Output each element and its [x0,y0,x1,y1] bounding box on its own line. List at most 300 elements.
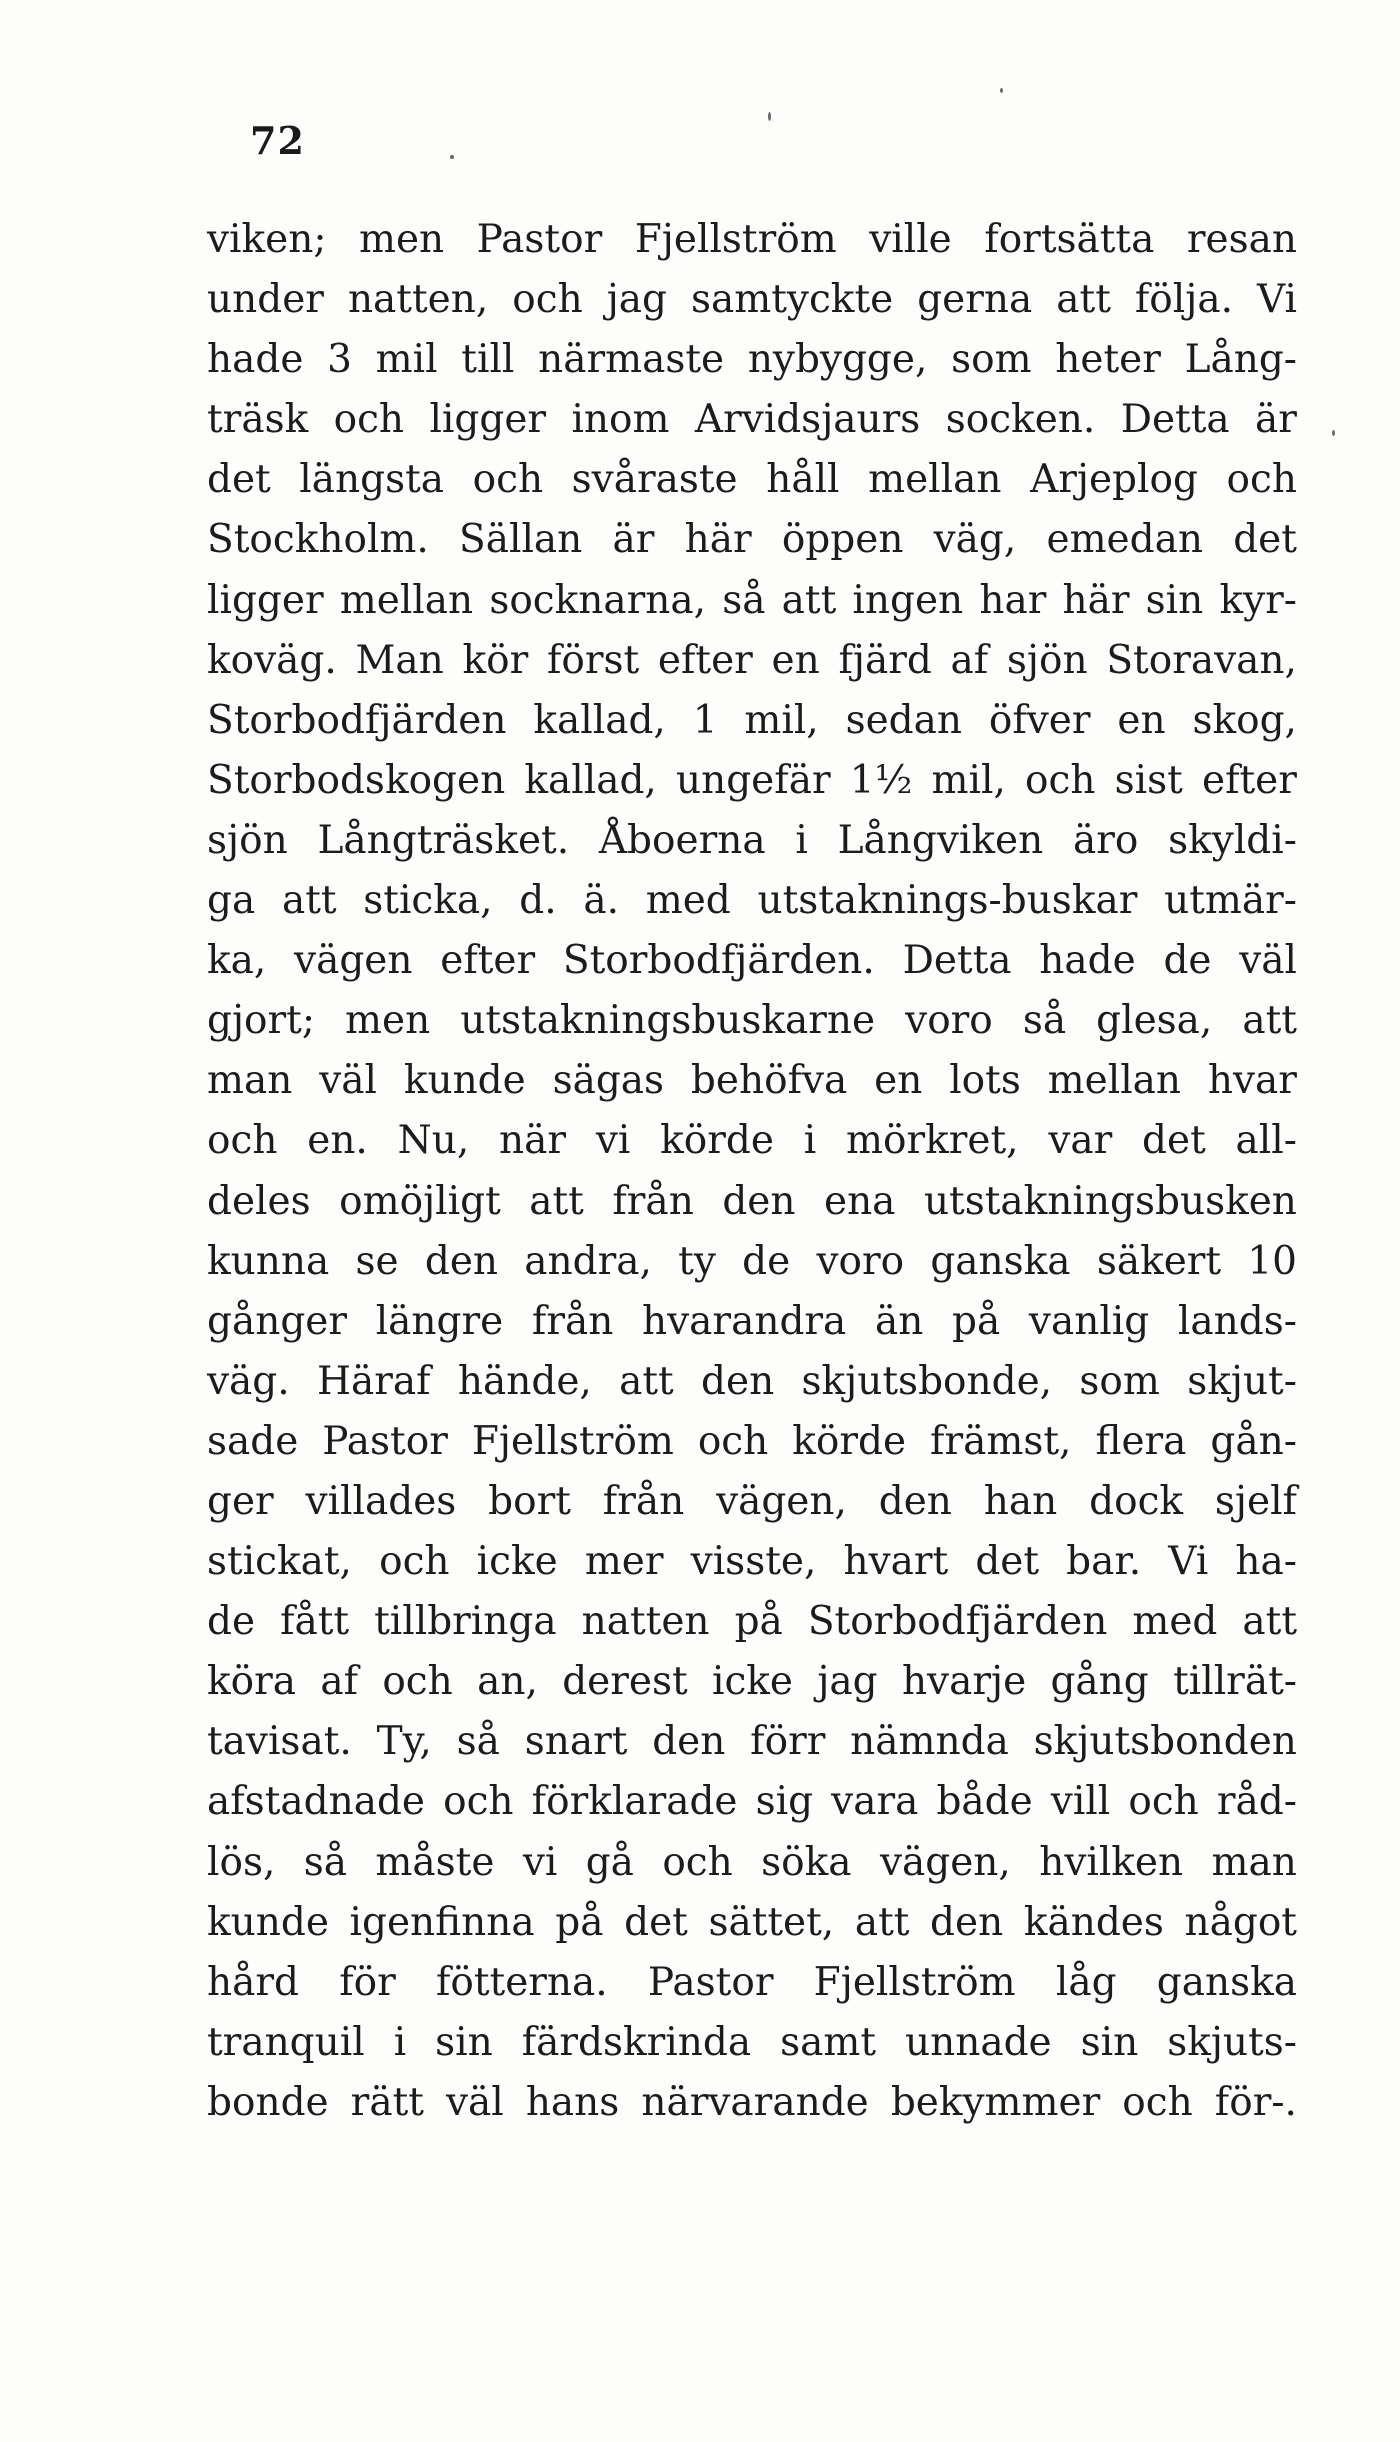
word: nämnda [850,1719,1009,1765]
word: så [456,1719,500,1765]
word: ena [823,1178,896,1224]
word: sin [1145,577,1204,623]
scan-speck [1000,88,1003,93]
word: på [734,1599,783,1645]
word: väl [319,1058,377,1104]
word: från [612,1178,694,1224]
word: efter [1201,757,1297,803]
word: ganska [1156,1959,1297,2005]
text-line [207,931,1297,991]
word: 1 [692,697,718,743]
word: sägas [552,1058,665,1104]
word: ligger [207,577,324,623]
word: hvarje [901,1659,1027,1705]
word: ville [869,217,952,262]
word: ger [207,1478,274,1524]
word: Arvidsjaurs [694,397,921,443]
word: afstadnade [207,1779,426,1825]
word: så [303,1839,348,1885]
word: först [546,637,640,683]
text-line [207,1893,1297,1953]
word: mörkret, [846,1118,1019,1164]
word: och [1128,1779,1199,1825]
word: skjut- [1187,1358,1297,1404]
word: igenfinna [349,1899,535,1945]
word: jag [817,1659,878,1705]
word: ganska [930,1238,1071,1284]
word: hvart [843,1539,949,1585]
word: som [951,337,1032,383]
word: d. [519,878,557,924]
word: att [1056,277,1111,323]
text-line [207,991,1297,1051]
word: tillbringa [374,1599,557,1645]
word: 10 [1247,1238,1297,1284]
text-line [207,691,1297,751]
word: på [952,1298,1001,1344]
word: hans [525,2079,620,2125]
word: här [684,517,752,563]
text-line [207,1652,1297,1712]
word: mellan [339,577,474,623]
word: Åboerna [598,817,766,863]
word: emedan [1046,517,1203,563]
text-line [207,1352,1297,1412]
word: tranquil [207,2019,365,2065]
word: en [771,637,820,683]
word: för [339,1959,396,2005]
word: flera [1095,1418,1187,1464]
text-line [207,751,1297,811]
word: skyldi- [1168,817,1297,863]
word: 3 [327,337,352,383]
text-line [207,1833,1297,1893]
word: Storbodfjärden [207,697,507,743]
word: till [461,337,515,383]
text-line [207,871,1297,931]
word: lands- [1177,1298,1297,1344]
word: så [722,577,766,623]
text-line [207,571,1297,631]
word: körde [792,1418,907,1464]
word: ha- [1235,1539,1297,1585]
word: med [1132,1599,1218,1645]
word: natten [581,1599,710,1645]
scan-speck [768,112,771,121]
word: Vi [1257,277,1297,323]
word: bonde [207,2079,329,2125]
word: kändes [1023,1899,1164,1945]
word: ligger [429,397,547,443]
word: vill [1050,1779,1111,1825]
word: vägen [294,938,413,984]
word: och [662,1839,733,1885]
word: främst, [930,1418,1072,1464]
word: hvar [1207,1058,1297,1104]
word: körde [660,1118,774,1164]
word: mellan [868,457,1002,503]
word: fått [280,1599,350,1645]
word: att [281,878,337,924]
word: träsk [207,397,309,443]
word: ä. [583,878,620,924]
word: vägen, [879,1839,1011,1885]
word: råd- [1216,1779,1297,1825]
word: söka [761,1839,852,1885]
word: Pastor [476,217,603,262]
word: Storbodskogen [207,757,506,803]
word: Storbodfjärden [807,1599,1108,1645]
word: mer [584,1539,664,1585]
word: Stockholm. [207,517,429,563]
word: Fjellström [634,217,837,262]
word: att [1242,1599,1297,1645]
word: den [424,1238,499,1284]
word: Detta [902,938,1012,984]
word: låg [1055,1959,1117,2005]
word: i [803,1118,817,1164]
word: bekymmer [890,2079,1101,2125]
word: fjärd [838,637,932,683]
word: ingen [852,577,964,623]
word: mil, [931,757,1006,803]
word: i [795,817,808,863]
word: vi [522,1839,558,1885]
text-line [207,1772,1297,1832]
word: så [1022,998,1067,1044]
word: och [379,1539,450,1585]
word: de [1163,938,1212,984]
word: koväg. [207,637,337,683]
word: se [355,1238,399,1284]
word: och [1025,757,1096,803]
word: socknarna, [489,577,707,623]
word: är [612,517,655,563]
word: hade [1039,938,1136,984]
word: tillrät- [1173,1659,1297,1705]
word: och [1226,457,1297,503]
word: det [1142,1118,1206,1164]
word: lös, [207,1839,276,1885]
word: längre [375,1298,504,1344]
word: utstakningsbuskarne [460,998,876,1044]
word: vara [831,1779,919,1825]
text-line [207,1172,1297,1232]
word: andra, [524,1238,652,1284]
word: stickat, [207,1539,352,1585]
text-line [207,1532,1297,1592]
text-line [207,1953,1297,2013]
word: det [975,1539,1040,1585]
word: af [320,1659,359,1705]
word: gerna [917,277,1033,323]
word: Lång- [1184,337,1297,383]
word: bar. [1066,1539,1142,1585]
word: förr [750,1719,826,1765]
word: den [930,1899,1004,1945]
word: och [382,1659,453,1705]
word: svåraste [571,457,738,503]
word: kunde [403,1058,526,1104]
word: ty [678,1238,716,1284]
word: att [619,1358,674,1404]
word: glesa, [1096,998,1213,1044]
text-line [207,2073,1297,2133]
word: det [1233,517,1297,563]
word: i [393,2019,407,2065]
word: Ty, [376,1719,432,1765]
word: gå [585,1839,634,1885]
word: voro [905,998,993,1044]
word: natten, [347,277,489,323]
word: att [1242,998,1297,1044]
word: kör [462,637,529,683]
word: an, [477,1659,538,1705]
page-number: 72 [250,118,305,163]
word: lots [949,1058,1021,1104]
word: äro [1073,817,1139,863]
word: Detta [1120,397,1230,443]
word: Storavan, [1106,637,1297,683]
word: omöjligt [339,1178,501,1224]
word: skog, [1192,697,1297,743]
word: visste, [690,1539,817,1585]
word: vi [595,1118,631,1164]
word: Pastor [322,1418,448,1464]
word: en. [307,1118,368,1164]
word: och [512,277,583,323]
word: man [1211,1839,1297,1885]
word: sticka, [363,878,493,924]
word: derest [562,1659,688,1705]
text-line [207,1292,1297,1352]
word: en [874,1058,923,1104]
word: unnade [904,2019,1052,2065]
word: Fjellström [813,1959,1016,2005]
word: säkert [1096,1238,1222,1284]
word: från [602,1478,685,1524]
text-line [207,330,1297,390]
word: han [983,1478,1058,1524]
word: Häraf [316,1358,431,1404]
word: fortsätta [984,217,1155,262]
word: snart [524,1719,628,1765]
word: socken. [945,397,1096,443]
word: skjuts- [1167,2019,1297,2065]
word: sin [1080,2019,1139,2065]
word: dock [1089,1478,1184,1524]
word: sättet, [708,1899,835,1945]
word: ungefär [675,757,831,803]
word: Storbodfjärden. [562,938,875,984]
word: gång [1050,1659,1149,1705]
word: mellan [1047,1058,1182,1104]
word: väg. [207,1358,290,1404]
word: hände, [457,1358,592,1404]
word: skjutsbonden [1033,1719,1297,1765]
word: vägen, [716,1478,847,1524]
word: här [1062,577,1130,623]
text-line [207,1111,1297,1171]
word: icke [711,1659,793,1705]
word: köra [207,1659,297,1705]
word: sjön [207,817,288,863]
text-line [207,510,1297,570]
word: väl [445,2079,504,2125]
word: något [1184,1899,1297,1945]
word: var [1048,1118,1113,1164]
text-line [207,1051,1297,1111]
word: att [529,1178,584,1224]
word: voro [816,1238,905,1284]
word: hvilken [1039,1839,1184,1885]
word: har [979,577,1047,623]
word: skjutsbonde, [801,1358,1053,1404]
word: deles [207,1178,311,1224]
word: efter [657,637,753,683]
text-line [207,450,1297,510]
word: öppen [781,517,904,563]
word: och [472,457,544,503]
body-text [207,210,1297,2133]
word: de [742,1238,791,1284]
text-line [207,811,1297,871]
word: färdskrinda [521,2019,752,2065]
word: sade [207,1418,299,1464]
text-line [207,1472,1297,1532]
word: ga [207,878,256,924]
text-line [207,210,1297,270]
word: sjön [1006,637,1088,683]
word: vanlig [1028,1298,1150,1344]
word: mil [375,337,438,383]
word: det [624,1899,688,1945]
word: att [781,577,837,623]
word: rätt [350,2079,424,2125]
word: de [207,1599,256,1645]
word: närvarande [641,2079,869,2125]
text-line [207,270,1297,330]
word: kunde [207,1899,329,1945]
word: kallad, [533,697,666,743]
word: är [1255,397,1297,443]
word: längsta [299,457,445,503]
word: Sällan [459,517,583,563]
word: samtyckte [691,277,894,323]
word: på [555,1899,604,1945]
text-line [207,1712,1297,1772]
word: den [701,1358,775,1404]
word: och [1122,2079,1193,2125]
word: närmaste [538,337,725,383]
word: gånger [207,1298,348,1344]
word: Pastor [647,1959,774,2005]
word: hvarandra [642,1298,847,1344]
word: en [1117,697,1166,743]
word: nybygge, [747,337,928,383]
word: när [499,1118,567,1164]
word: hade [207,337,304,383]
word: sjelf [1214,1478,1297,1524]
word: den [652,1719,726,1765]
word: utstakningsbusken [923,1178,1297,1224]
word: den [878,1478,952,1524]
word: gån- [1210,1418,1297,1464]
word: från [531,1298,614,1344]
word: förklarade [531,1779,738,1825]
word: resan [1186,217,1297,262]
word: fötterna. [435,1959,608,2005]
scan-speck [1332,430,1335,436]
word: än [874,1298,924,1344]
word: Man [355,637,444,683]
word: mil, [744,697,819,743]
word: väl [1239,938,1297,984]
word: öfver [988,697,1091,743]
text-line [207,1412,1297,1472]
word: både [936,1779,1033,1825]
word: ka, [207,938,267,984]
text-line [207,1592,1297,1652]
text-line [207,631,1297,691]
word: man [207,1058,293,1104]
word: och [443,1779,514,1825]
word: 1½ [849,757,913,803]
word: Fjellström [471,1418,674,1464]
word: håll [766,457,840,503]
word: att [854,1899,910,1945]
word: Långträsket. [317,817,570,863]
scan-speck [450,155,454,159]
word: kunna [207,1238,330,1284]
word: all- [1235,1118,1297,1164]
word: viken; [207,217,327,262]
word: följa. [1134,277,1234,323]
word: af [950,637,989,683]
word: och [333,397,405,443]
word: som [1079,1358,1160,1404]
word: men [358,217,445,262]
word: utstaknings-buskar [757,878,1138,924]
word: under [207,277,324,323]
word: inom [571,397,670,443]
word: efter [440,938,536,984]
word: och [207,1118,278,1164]
word: behöfva [690,1058,848,1104]
word: den [722,1178,796,1224]
word: samt [780,2019,877,2065]
word: Arjeplog [1030,457,1198,503]
word: med [645,878,731,924]
word: bort [488,1478,571,1524]
word: utmär- [1164,878,1297,924]
word: sin [435,2019,493,2065]
word: hård [207,1959,299,2005]
text-line [207,2013,1297,2073]
word: Långviken [837,817,1044,863]
word: kallad, [524,757,657,803]
word: och [697,1418,769,1464]
word: väg, [933,517,1017,563]
word: sist [1114,757,1183,803]
word: Nu, [397,1118,470,1164]
text-line [207,390,1297,450]
word: heter [1055,337,1161,383]
word: gjort; [207,998,315,1044]
word: måste [375,1839,495,1885]
word: det [207,457,271,503]
word: för-. [1214,2079,1297,2125]
